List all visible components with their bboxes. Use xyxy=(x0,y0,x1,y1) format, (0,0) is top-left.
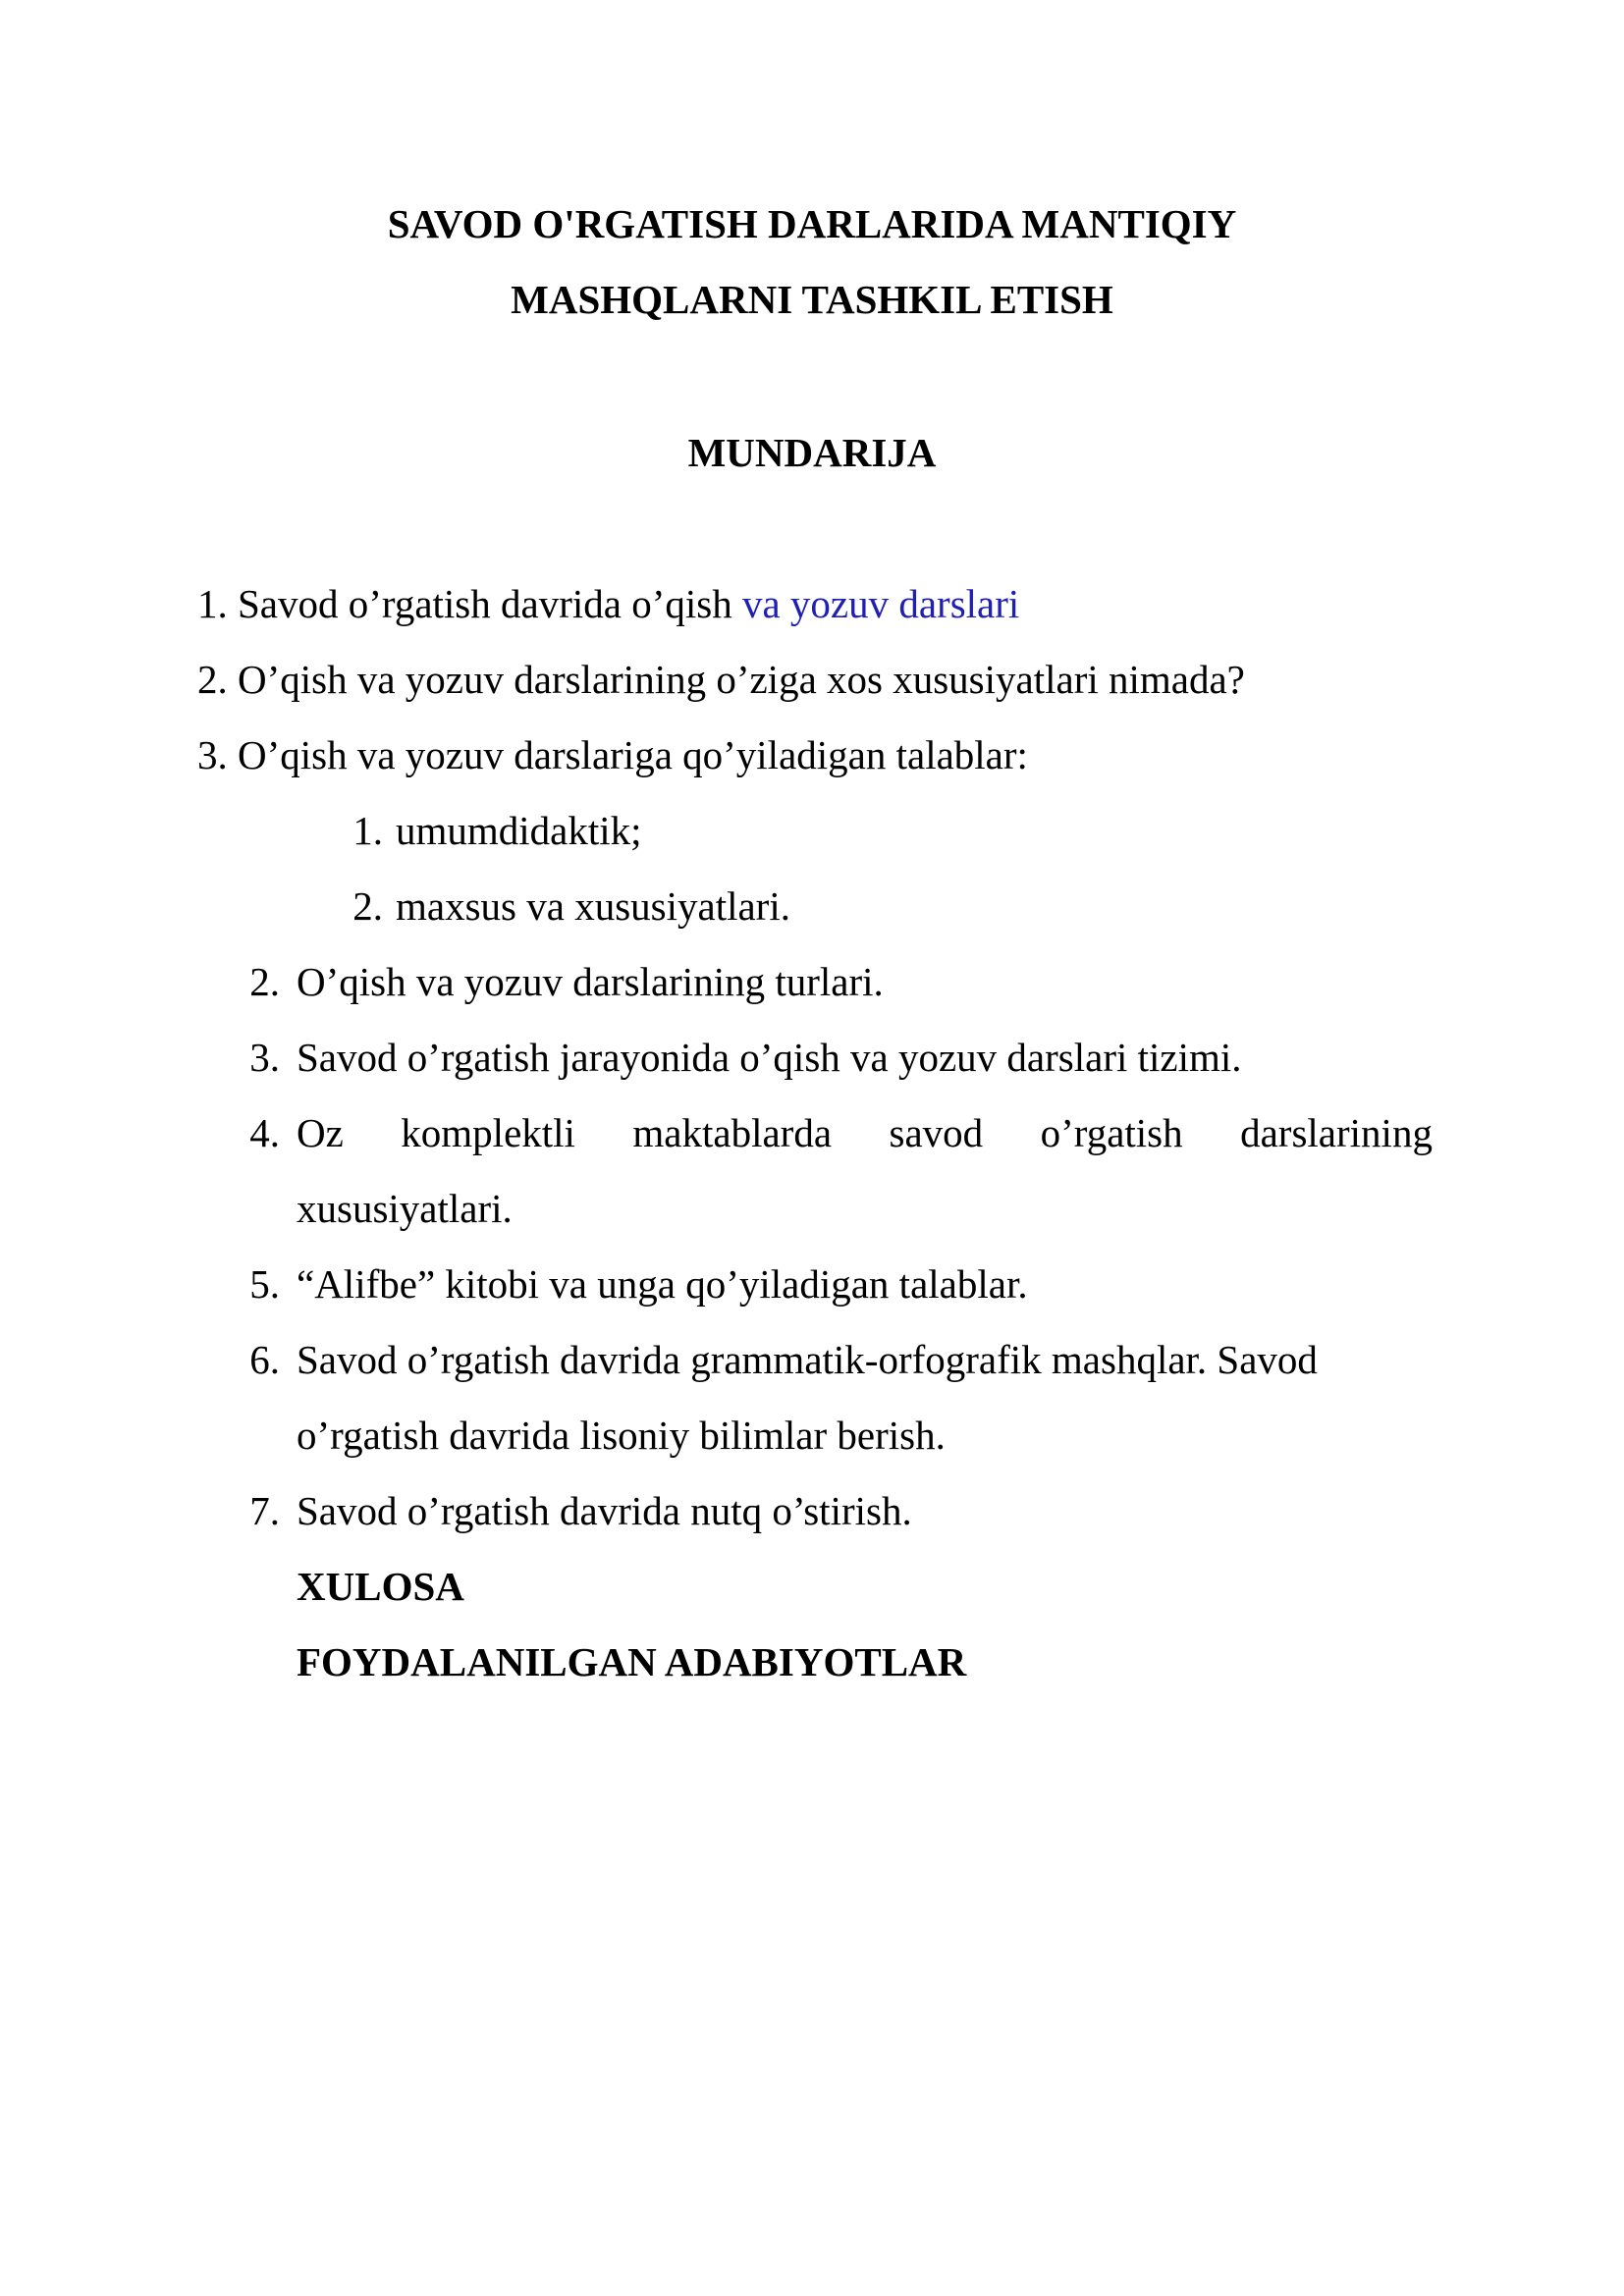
toc-subitem-2-number: 2. xyxy=(352,883,383,929)
toc-list-item-6: Savod o’rgatish davrida grammatik-orfografik mashqlar. Savod xyxy=(297,1337,1318,1382)
toc-list-item-5: “Alifbe” kitobi va unga qo’yiladigan talablar. xyxy=(297,1261,1028,1307)
toc-list-item-4-number: 4. xyxy=(249,1110,280,1155)
toc-item-3: 3. O’qish va yozuv darslariga qo’yiladigan talablar: xyxy=(197,732,1028,777)
toc-subitem-1: umumdidaktik; xyxy=(396,808,642,853)
toc-list-item-2: O’qish va yozuv darslarining turlari. xyxy=(297,959,884,1004)
document-title-line-1: SAVOD O'RGATISH DARLARIDA MANTIQIY xyxy=(387,201,1237,246)
toc-list-item-3: Savod o’rgatish jarayonida o’qish va yozuv darslari tizimi. xyxy=(297,1035,1242,1080)
toc-item-1 xyxy=(197,579,1019,628)
toc-list-item-4-word: o’rgatish xyxy=(1040,1110,1183,1155)
toc-item-1-link[interactable]: va yozuv darslari xyxy=(741,581,1020,626)
toc-list-item-4-word: Oz xyxy=(297,1110,344,1155)
toc-list-item-5-number: 5. xyxy=(249,1261,280,1307)
toc-subitem-2: maxsus va xususiyatlari. xyxy=(396,883,790,929)
toc-list-item-2-number: 2. xyxy=(249,959,280,1004)
toc-item-2: 2. O’qish va yozuv darslarining o’ziga xos xususiyatlari nimada? xyxy=(197,657,1245,702)
toc-references: FOYDALANILGAN ADABIYOTLAR xyxy=(297,1639,967,1684)
document-title-line-2: MASHQLARNI TASHKIL ETISH xyxy=(511,277,1113,322)
toc-conclusion: XULOSA xyxy=(297,1564,464,1609)
toc-list-item-6-continuation: o’rgatish davrida lisoniy bilimlar berish. xyxy=(297,1413,946,1458)
toc-subitem-1-number: 1. xyxy=(352,808,383,853)
toc-list-item-3-number: 3. xyxy=(249,1035,280,1080)
toc-list-item-4-word: savod xyxy=(889,1110,984,1155)
toc-list-item-4-word: komplektli xyxy=(401,1110,575,1155)
toc-list-item-6-number: 6. xyxy=(249,1337,280,1382)
toc-list-item-4-word: darslarining xyxy=(1240,1110,1433,1155)
toc-list-item-4-word: maktablarda xyxy=(632,1110,833,1155)
toc-list-item-4-continuation: xususiyatlari. xyxy=(297,1186,513,1231)
toc-list-item-7-number: 7. xyxy=(249,1488,280,1533)
toc-item-1-text: 1. Savod o’rgatish davrida o’qish xyxy=(197,581,742,626)
toc-list-item-7: Savod o’rgatish davrida nutq o’stirish. xyxy=(297,1488,912,1533)
toc-list-item-4 xyxy=(297,1108,1433,1157)
contents-heading: MUNDARIJA xyxy=(687,430,937,475)
